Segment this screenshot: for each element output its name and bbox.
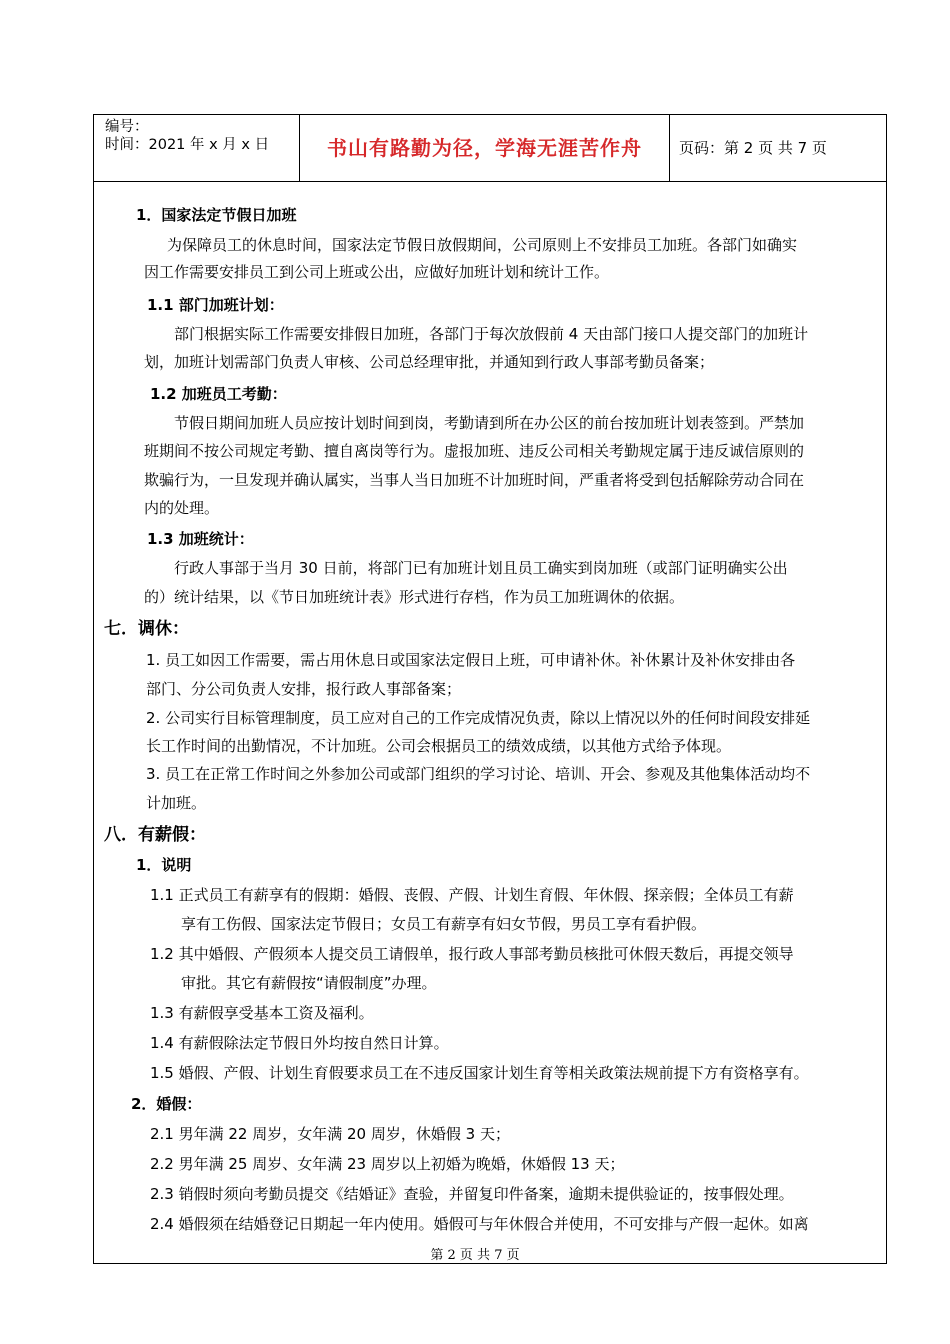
paragraph-line: 3. 员工在正常工作时间之外参加公司或部门组织的学习讨论、培训、开会、参观及其他集体活动均不 bbox=[146, 765, 811, 783]
header-table bbox=[94, 115, 886, 182]
slogan: 书山有路勤为径，学海无涯苦作舟 bbox=[300, 115, 670, 181]
paragraph-line: 欺骗行为，一旦发现并确认属实，当事人当日加班不计加班时间，严重者将受到包括解除劳动合同在 bbox=[144, 471, 805, 489]
page-footer: 第 2 页 共 7 页 bbox=[430, 1248, 520, 1263]
section-heading: 八．有薪假： bbox=[104, 825, 206, 845]
paragraph-line: 1.3 有薪假享受基本工资及福利。 bbox=[150, 1004, 374, 1022]
paragraph-line: 长工作时间的出勤情况，不计加班。公司会根据员工的绩效成绩，以其他方式给予体现。 bbox=[146, 737, 732, 755]
section-heading: 1．国家法定节假日加班 bbox=[136, 206, 297, 224]
paragraph-line: 部门根据实际工作需要安排假日加班，各部门于每次放假前 4 天由部门接口人提交部门的加班计 bbox=[174, 325, 809, 343]
paragraph-line: 2.1 男年满 22 周岁，女年满 20 周岁，休婚假 3 天； bbox=[150, 1125, 510, 1143]
paragraph-line: 享有工伤假、国家法定节假日；女员工有薪享有妇女节假，男员工享有看护假。 bbox=[181, 915, 707, 933]
paragraph-line: 节假日期间加班人员应按计划时间到岗，考勤请到所在办公区的前台按加班计划表签到。严禁加 bbox=[174, 414, 805, 432]
section-heading: 1.1 部门加班计划： bbox=[147, 296, 284, 314]
paragraph-line: 1.2 其中婚假、产假须本人提交员工请假单，报行政人事部考勤员核批可休假天数后，再提交领导 bbox=[150, 945, 794, 963]
paragraph-line: 2.3 销假时须向考勤员提交《结婚证》查验，并留复印件备案，逾期未提供验证的，按事假处理。 bbox=[150, 1185, 794, 1203]
header-meta-cell bbox=[94, 115, 300, 181]
paragraph-line: 为保障员工的休息时间，国家法定节假日放假期间，公司原则上不安排员工加班。各部门如确实 bbox=[167, 236, 798, 254]
section-heading: 1.3 加班统计： bbox=[147, 530, 254, 548]
section-heading: 1．说明 bbox=[136, 856, 192, 874]
paragraph-line: 1. 员工如因工作需要，需占用休息日或国家法定假日上班，可申请补休。补休累计及补休安排由各 bbox=[146, 651, 796, 669]
section-heading: 七．调休： bbox=[104, 619, 189, 639]
paragraph-line: 班期间不按公司规定考勤、擅自离岗等行为。虚报加班、违反公司相关考勤规定属于违反诚信原则的 bbox=[144, 442, 805, 460]
paragraph-line: 2.4 婚假须在结婚登记日期起一年内使用。婚假可与年休假合并使用，不可安排与产假一起休。如离 bbox=[150, 1215, 809, 1233]
paragraph-line: 2. 公司实行目标管理制度，员工应对自己的工作完成情况负责，除以上情况以外的任何时间段安排延 bbox=[146, 709, 811, 727]
section-heading: 1.2 加班员工考勤： bbox=[150, 385, 287, 403]
paragraph-line: 部门、分公司负责人安排，报行政人事部备案； bbox=[146, 680, 462, 698]
page-info: 页码：第 2 页 共 7 页 bbox=[679, 139, 827, 157]
paragraph-line: 1.5 婚假、产假、计划生育假要求员工在不违反国家计划生育等相关政策法规前提下方有资格享有。 bbox=[150, 1064, 809, 1082]
paragraph-line: 的）统计结果，以《节日加班统计表》形式进行存档，作为员工加班调休的依据。 bbox=[144, 588, 685, 606]
section-heading: 2．婚假： bbox=[131, 1095, 202, 1113]
time-label: 时间：2021 年 x 月 x 日 bbox=[105, 137, 270, 153]
paragraph-line: 行政人事部于当月 30 日前，将部门已有加班计划且员工确实到岗加班（或部门证明确实公出 bbox=[174, 559, 788, 577]
paragraph-line: 2.2 男年满 25 周岁、女年满 23 周岁以上初婚为晚婚，休婚假 13 天； bbox=[150, 1155, 625, 1173]
number-label: 编号： bbox=[105, 119, 149, 135]
paragraph-line: 审批。其它有薪假按“请假制度”办理。 bbox=[181, 974, 437, 992]
paragraph-line: 1.4 有薪假除法定节假日外均按自然日计算。 bbox=[150, 1034, 449, 1052]
paragraph-line: 内的处理。 bbox=[144, 499, 220, 517]
paragraph-line: 计加班。 bbox=[146, 794, 207, 812]
paragraph-line: 划，加班计划需部门负责人审核、公司总经理审批，并通知到行政人事部考勤员备案； bbox=[144, 353, 715, 371]
paragraph-line: 因工作需要安排员工到公司上班或公出，应做好加班计划和统计工作。 bbox=[144, 263, 610, 281]
paragraph-line: 1.1 正式员工有薪享有的假期：婚假、丧假、产假、计划生育假、年休假、探亲假；全体员工有薪 bbox=[150, 886, 794, 904]
